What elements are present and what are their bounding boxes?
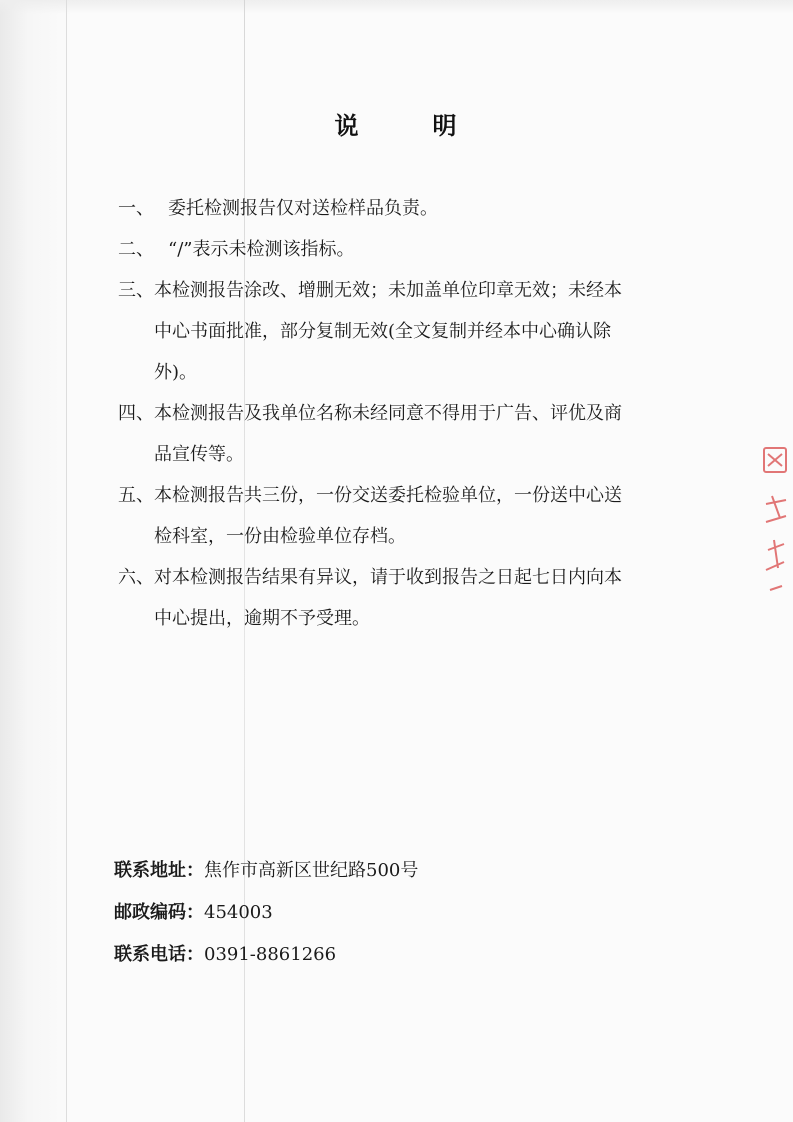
item-text-continued: 外)。 bbox=[154, 362, 198, 383]
item-text: 本检测报告及我单位名称未经同意不得用于广告、评优及商 bbox=[154, 403, 622, 424]
contact-postcode-row bbox=[114, 892, 418, 934]
item-text-continued: 检科室，一份由检验单位存档。 bbox=[154, 526, 406, 547]
item-text-continued: 中心书面批准，部分复制无效(全文复制并经本中心确认除 bbox=[154, 321, 612, 342]
list-item bbox=[118, 270, 708, 393]
item-text: 本检测报告涂改、增删无效；未加盖单位印章无效；未经本 bbox=[154, 280, 622, 301]
item-text-continued: 中心提出，逾期不予受理。 bbox=[154, 608, 370, 629]
scan-shadow-top bbox=[0, 0, 793, 14]
item-text: “/”表示未检测该指标。 bbox=[168, 239, 355, 260]
phone-value: 0391-8861266 bbox=[204, 944, 337, 965]
scan-shadow-left bbox=[0, 0, 70, 1122]
address-label: 联系地址： bbox=[114, 860, 204, 881]
item-number: 三、 bbox=[118, 280, 154, 301]
contact-info bbox=[114, 850, 418, 976]
list-item bbox=[118, 475, 708, 557]
item-number: 一、 bbox=[118, 198, 154, 219]
page-title bbox=[0, 106, 793, 141]
contact-address-row bbox=[114, 850, 418, 892]
title-char-2: 明 bbox=[432, 111, 459, 140]
item-number: 四、 bbox=[118, 403, 154, 424]
item-number: 五、 bbox=[118, 485, 154, 506]
item-number: 六、 bbox=[118, 567, 154, 588]
list-item bbox=[118, 229, 708, 270]
list-item bbox=[118, 188, 708, 229]
list-item bbox=[118, 557, 708, 639]
contact-phone-row bbox=[114, 934, 418, 976]
item-text: 对本检测报告结果有异议，请于收到报告之日起七日内向本 bbox=[154, 567, 622, 588]
item-text: 本检测报告共三份，一份交送委托检验单位，一份送中心送 bbox=[154, 485, 622, 506]
address-value: 焦作市高新区世纪路500号 bbox=[204, 860, 419, 881]
title-char-1: 说 bbox=[334, 111, 361, 140]
page-edge-line bbox=[66, 0, 67, 1122]
notes-list bbox=[118, 188, 708, 639]
item-number: 二、 bbox=[118, 239, 154, 260]
red-seal-fragment bbox=[758, 440, 792, 600]
item-text-continued: 品宣传等。 bbox=[154, 444, 244, 465]
phone-label: 联系电话： bbox=[114, 944, 204, 965]
list-item bbox=[118, 393, 708, 475]
item-text: 委托检测报告仅对送检样品负责。 bbox=[168, 198, 438, 219]
postcode-value: 454003 bbox=[204, 902, 273, 923]
postcode-label: 邮政编码： bbox=[114, 902, 204, 923]
